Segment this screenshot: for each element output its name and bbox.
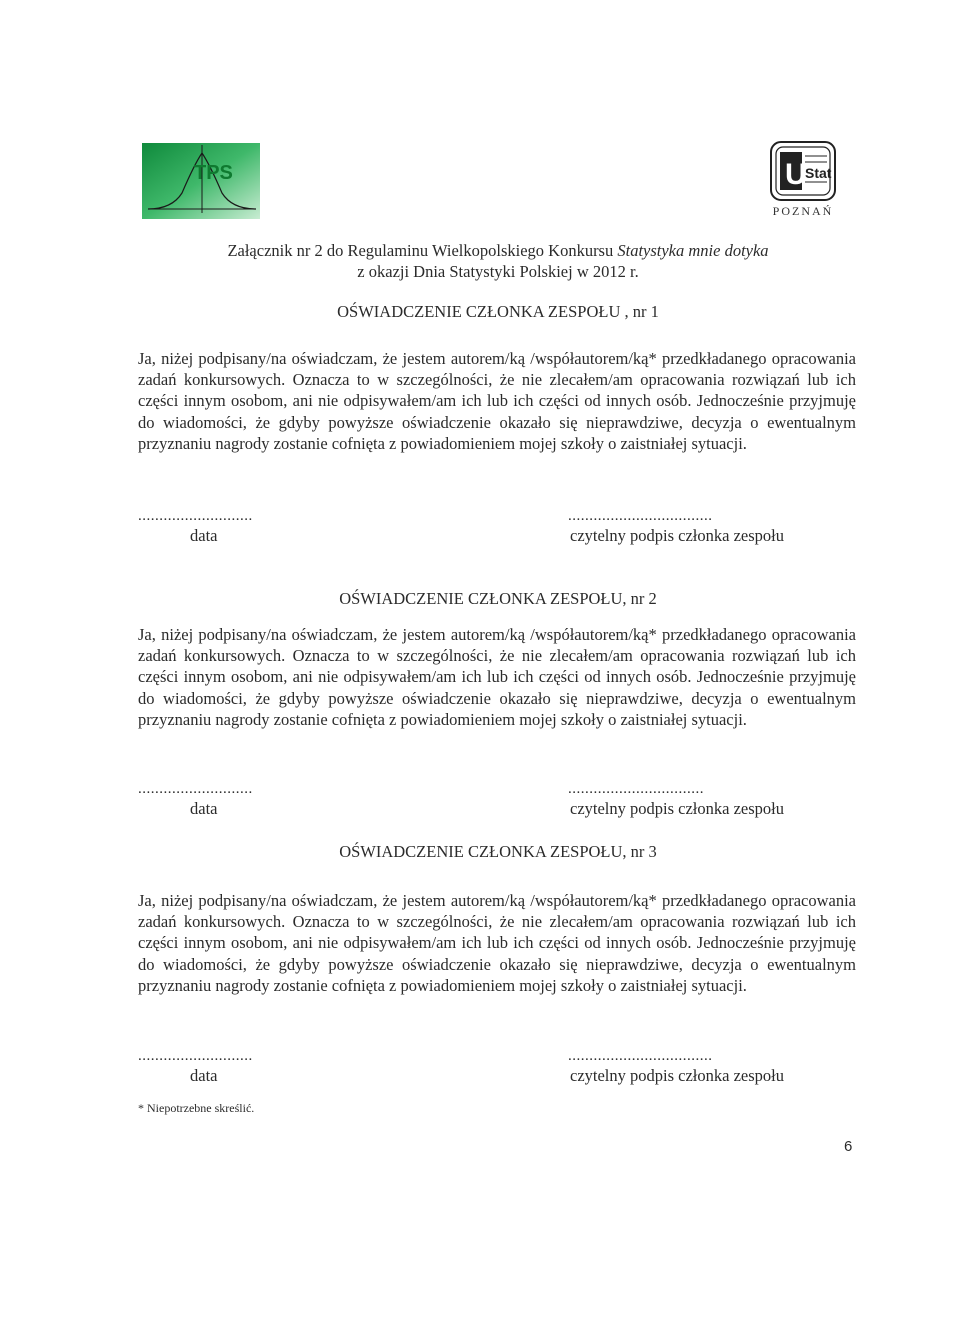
contest-name: Statystyka mnie dotyka — [617, 241, 769, 260]
section-1-paragraph: Ja, niżej podpisany/na oświadczam, że jestem autorem/ką /współautorem/ką* przedkładanego opracowania zadań konkursowych. Oznacza to w szczególności, że nie zlecałem/am opracowania rozwiązań lub ich części innym osobom, ani nie odpisywałem/am ich lub ich części od innych osób. Jednocześnie przyjmuję do wiadomości, że gdyby powyższe oświadczenie okazało się nieprawdziwe, decyzja o ewentualnym przyznaniu nagrody zostanie cofnięta z powiadomieniem mojej szkoły o zaistniałej sytuacji. — [138, 349, 856, 453]
document-header — [140, 240, 856, 282]
ustat-city: POZNAŃ — [772, 204, 834, 218]
section-3-paragraph: Ja, niżej podpisany/na oświadczam, że jestem autorem/ką /współautorem/ką* przedkładanego opracowania zadań konkursowych. Oznacza to w szczególności, że nie zlecałem/am opracowania rozwiązań lub ich części innym osobom, ani nie odpisywałem/am ich lub ich części od innych osób. Jednocześnie przyjmuję do wiadomości, że gdyby powyższe oświadczenie okazało się nieprawdziwe, decyzja o ewentualnym przyznaniu nagrody zostanie cofnięta z powiadomieniem mojej szkoły o zaistniałej sytuacji. — [138, 891, 856, 995]
section-2-paragraph: Ja, niżej podpisany/na oświadczam, że jestem autorem/ką /współautorem/ką* przedkładanego opracowania zadań konkursowych. Oznacza to w szczególności, że nie zlecałem/am opracowania rozwiązań lub ich części innym osobom, ani nie odpisywałem/am ich lub ich części od innych osób. Jednocześnie przyjmuję do wiadomości, że gdyby powyższe oświadczenie okazało się nieprawdziwe, decyzja o ewentualnym przyznaniu nagrody zostanie cofnięta z powiadomieniem mojej szkoły o zaistniałej sytuacji. — [138, 625, 856, 729]
ustat-logo — [760, 140, 846, 220]
section-3-title: OŚWIADCZENIE CZŁONKA ZESPOŁU, nr 3 — [339, 842, 657, 861]
section-2-date-label: data — [190, 799, 218, 818]
section-2-signature-label: czytelny podpis członka zespołu — [570, 799, 784, 818]
section-3-signature-label: czytelny podpis członka zespołu — [570, 1066, 784, 1085]
svg-text:Stat: Stat — [805, 165, 832, 181]
section-3-date-label: data — [190, 1066, 218, 1085]
tps-logo — [142, 143, 260, 219]
page-number: 6 — [844, 1138, 853, 1155]
section-2-date-line: ........................... — [138, 781, 253, 797]
section-1-signature-line: .................................. — [568, 508, 713, 524]
section-3-date-line: ........................... — [138, 1048, 253, 1064]
section-3-signature-line: .................................. — [568, 1048, 713, 1064]
section-1-signature-label: czytelny podpis członka zespołu — [570, 526, 784, 545]
section-2-title: OŚWIADCZENIE CZŁONKA ZESPOŁU, nr 2 — [339, 589, 657, 608]
svg-text:TPS: TPS — [194, 162, 233, 184]
section-1-title: OŚWIADCZENIE CZŁONKA ZESPOŁU , nr 1 — [337, 302, 659, 321]
footnote: * Niepotrzebne skreślić. — [138, 1101, 255, 1115]
svg-text:U: U — [785, 158, 807, 191]
section-1-date-label: data — [190, 526, 218, 545]
section-2-signature-line: ................................ — [568, 781, 704, 797]
header-line-2: z okazji Dnia Statystyki Polskiej w 2012 r. — [357, 262, 639, 281]
header-line-1: Załącznik nr 2 do Regulaminu Wielkopolskiego Konkursu Statystyka mnie dotyka — [227, 241, 769, 260]
section-1-date-line: ........................... — [138, 508, 253, 524]
